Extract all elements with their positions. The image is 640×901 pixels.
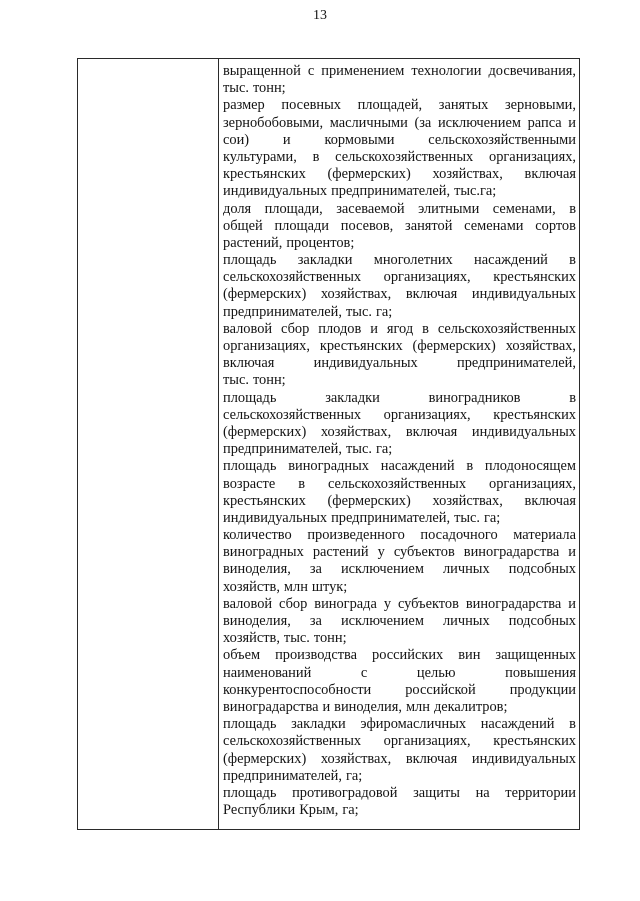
word: произведенного [307,527,405,544]
word: включая [405,750,458,767]
text-line [223,321,576,338]
word: кормовыми [324,131,395,148]
text-line [223,269,576,286]
word: выращенной [223,63,301,79]
word: сбор [279,595,308,612]
text-line [223,80,576,97]
word: площадей, [357,97,423,114]
word: и [568,114,576,131]
word: размер [223,97,265,114]
word: индивидуальных [223,183,328,200]
word: декалитров; [433,698,508,715]
word: российской [405,681,476,698]
word: сои) [223,131,250,148]
text-line [223,372,576,389]
word: (фермерских) [223,750,307,767]
word: площади [274,217,330,234]
text-line [223,286,576,303]
word: крестьянских [493,269,576,286]
word: Республики [223,802,296,819]
word: организациях, [383,406,471,423]
word: посевных [281,97,341,114]
word: виноградарства [463,544,560,561]
word: досвечивания, [488,63,576,79]
word: (фермерских) [327,166,411,183]
word: включая [405,423,458,440]
word: организациях, [489,475,576,492]
word: насаждений [480,716,555,733]
word: у [383,595,392,612]
word: тыс. [345,303,372,320]
word: крестьянских [223,166,306,183]
word: закладки [325,389,380,406]
word: индивидуальных [471,750,576,767]
word: хозяйствах, [432,166,503,183]
text-line [223,218,576,235]
word: исключением [340,613,424,629]
word: крестьянских [319,338,403,354]
word: предпринимателей, [331,509,451,526]
text-line [223,751,576,768]
word: наименований [223,664,312,681]
word: тыс. [223,80,249,97]
text-line [223,665,576,682]
word: индивидуальных [313,355,418,372]
word: винограда [314,595,377,612]
word: в [569,389,576,406]
word: многолетних [373,252,453,269]
text-line [223,699,576,716]
text-line [223,647,576,664]
word: (фермерских) [327,492,411,509]
text-line [223,476,576,493]
word: виноградарства [465,595,562,612]
table-right-column [223,63,576,819]
word: предпринимателей, [223,441,342,458]
word: растений, [223,234,283,251]
word: виноградных [288,458,369,475]
word: противоградовой [292,784,398,801]
text-line [223,201,576,218]
word: сельскохозяйственных [223,269,362,286]
word: индивидуальных [471,286,576,303]
word: посадочного [420,527,498,544]
text-line [223,510,576,527]
word: хозяйствах, [320,423,392,440]
document-table [77,58,580,830]
word: сортов [535,217,576,234]
word: га; [345,767,363,784]
word: сельскохозяйственных [223,406,362,423]
word: крестьянских [493,406,576,423]
word: сельскохозяйственных [335,148,474,165]
page-number: 13 [313,8,327,23]
word: ягод [386,320,414,337]
word: организациях, [383,269,471,286]
word: тонн; [252,372,286,389]
text-line [223,132,576,149]
word: зернобобовыми, [223,114,324,131]
text-line [223,561,576,578]
word: предпринимателей, [457,355,576,372]
word: эфиромасличных [360,716,467,733]
word: валовой [223,320,273,337]
word: субъектов [393,544,455,561]
word: хозяйств, [223,578,280,595]
text-line [223,407,576,424]
text-line [223,544,576,561]
text-line [223,441,576,458]
table-left-column [78,59,219,829]
word: с [360,664,368,681]
word: объем [223,647,261,664]
text-line [223,338,576,355]
word: площадь [223,784,277,801]
word: исключением [340,561,424,578]
word: организациях, [489,148,576,165]
word: у [377,544,385,561]
word: хозяйствах, [432,492,503,509]
text-line [223,390,576,407]
word: млн [283,578,308,595]
text-line [223,682,576,699]
text-line [223,166,576,183]
word: применением [321,63,405,79]
word: сельскохозяйственных [223,733,362,750]
word: рапса [527,114,562,131]
word: виноградных [223,544,304,561]
word: общей [223,217,263,234]
word: хозяйств, [223,630,280,647]
word: на [475,784,490,801]
word: хозяйствах, [320,286,392,303]
word: продукции [509,681,576,698]
word: виноделия, [223,561,291,578]
text-line [223,304,576,321]
word: виноделия, [223,613,291,629]
word: и [282,131,291,148]
word: площадь [223,458,277,475]
word: занятой [405,217,453,234]
word: личных [442,613,490,629]
word: закладки [297,252,353,269]
word: тыс.га; [454,183,497,200]
word: плодоносящем [484,458,576,475]
word: сбор [281,320,310,337]
text-line [223,613,576,630]
text-line [223,63,576,80]
word: семенами [464,217,524,234]
word: производства [275,647,358,664]
word: крестьянских [223,492,306,509]
word: сельскохозяйственными [428,131,576,148]
word: повышения [505,664,576,681]
word: доля [223,200,252,217]
word: и [568,544,576,561]
word: в [298,475,305,492]
word: защиты [413,784,460,801]
text-line [223,235,576,252]
word: в [312,148,320,165]
word: включая [524,492,576,509]
word: закладки [291,716,346,733]
word: (фермерских) [223,423,307,440]
word: и [322,698,331,715]
word: организациях, [223,338,310,354]
text-line [223,493,576,510]
text-line [223,630,576,647]
word: индивидуальных [223,509,328,526]
word: га; [342,802,359,819]
text-line [223,97,576,114]
word: вин [458,647,481,664]
word: плодов [318,320,362,337]
word: за [309,613,322,629]
word: площадь [223,389,277,406]
word: площади, [264,200,323,217]
word: индивидуальных [471,423,576,440]
word: валовой [223,595,273,612]
word: и [568,595,576,612]
word: (фермерских) [412,338,496,354]
word: элитными [418,200,480,217]
word: включая [524,166,576,183]
word: за [309,561,322,578]
word: защищенных [495,647,576,664]
word: тыс. [454,509,481,526]
word: тыс. [345,441,372,458]
word: хозяйствах, [320,750,392,767]
word: виноделия, [334,698,402,715]
word: целью [416,664,456,681]
text-line [223,768,576,785]
word: масличными [329,114,408,131]
text-line [223,579,576,596]
word: га; [375,441,393,458]
word: исключением [437,114,521,131]
text-line [223,716,576,733]
word: площадь [223,716,277,733]
word: тыс. [223,372,249,389]
word: в [569,716,576,733]
word: га; [484,509,501,526]
word: подсобных [508,561,576,578]
word: штук; [311,578,348,595]
text-line [223,458,576,475]
word: предпринимателей, [223,767,342,784]
word: семенами, [492,200,556,217]
word: предпринимателей, [331,183,451,200]
text-line [223,149,576,166]
word: субъектов [397,595,459,612]
word: (за [414,114,432,131]
word: крестьянских [493,733,576,750]
word: сельскохозяйственных [437,320,576,337]
word: тонн; [313,630,347,647]
word: процентов; [286,234,355,251]
word: в [569,252,576,269]
text-line [223,424,576,441]
word: с [307,63,315,79]
word: растений [312,544,369,561]
word: тонн; [252,80,286,97]
word: виноградников [428,389,521,406]
word: насаждений [474,252,548,269]
word: насаждений [380,458,455,475]
word: территории [505,784,576,801]
text-line [223,252,576,269]
text-line [223,733,576,750]
word: млн [405,698,430,715]
word: площадь [223,252,277,269]
word: тыс. [283,630,310,647]
word: в [422,320,429,337]
word: в [569,200,576,217]
word: (фермерских) [223,286,307,303]
text-line [223,183,576,200]
word: в [466,458,474,475]
word: виноградарства [223,698,319,715]
word: предпринимателей, [223,303,342,320]
text-line [223,802,576,819]
word: возрасте [223,475,276,492]
text-line [223,527,576,544]
word: включая [405,286,458,303]
word: материала [513,527,576,544]
word: зерновыми, [504,97,576,114]
text-line [223,115,576,132]
text-line [223,355,576,372]
text-line [223,785,576,802]
word: личных [442,561,490,578]
word: технологии [411,63,482,79]
word: посевов, [340,217,394,234]
word: включая [223,355,275,372]
word: культурами, [223,148,297,165]
word: сельскохозяйственных [327,475,467,492]
word: га; [375,303,393,320]
word: Крым, [299,802,339,819]
word: российских [372,647,444,664]
word: подсобных [508,613,576,629]
word: количество [223,527,292,544]
word: конкурентоспособности [223,681,372,698]
word: и [370,320,378,337]
word: организациях, [383,733,471,750]
word: засеваемой [336,200,405,217]
word: хозяйствах, [505,338,576,354]
word: занятых [438,97,489,114]
text-line [223,596,576,613]
